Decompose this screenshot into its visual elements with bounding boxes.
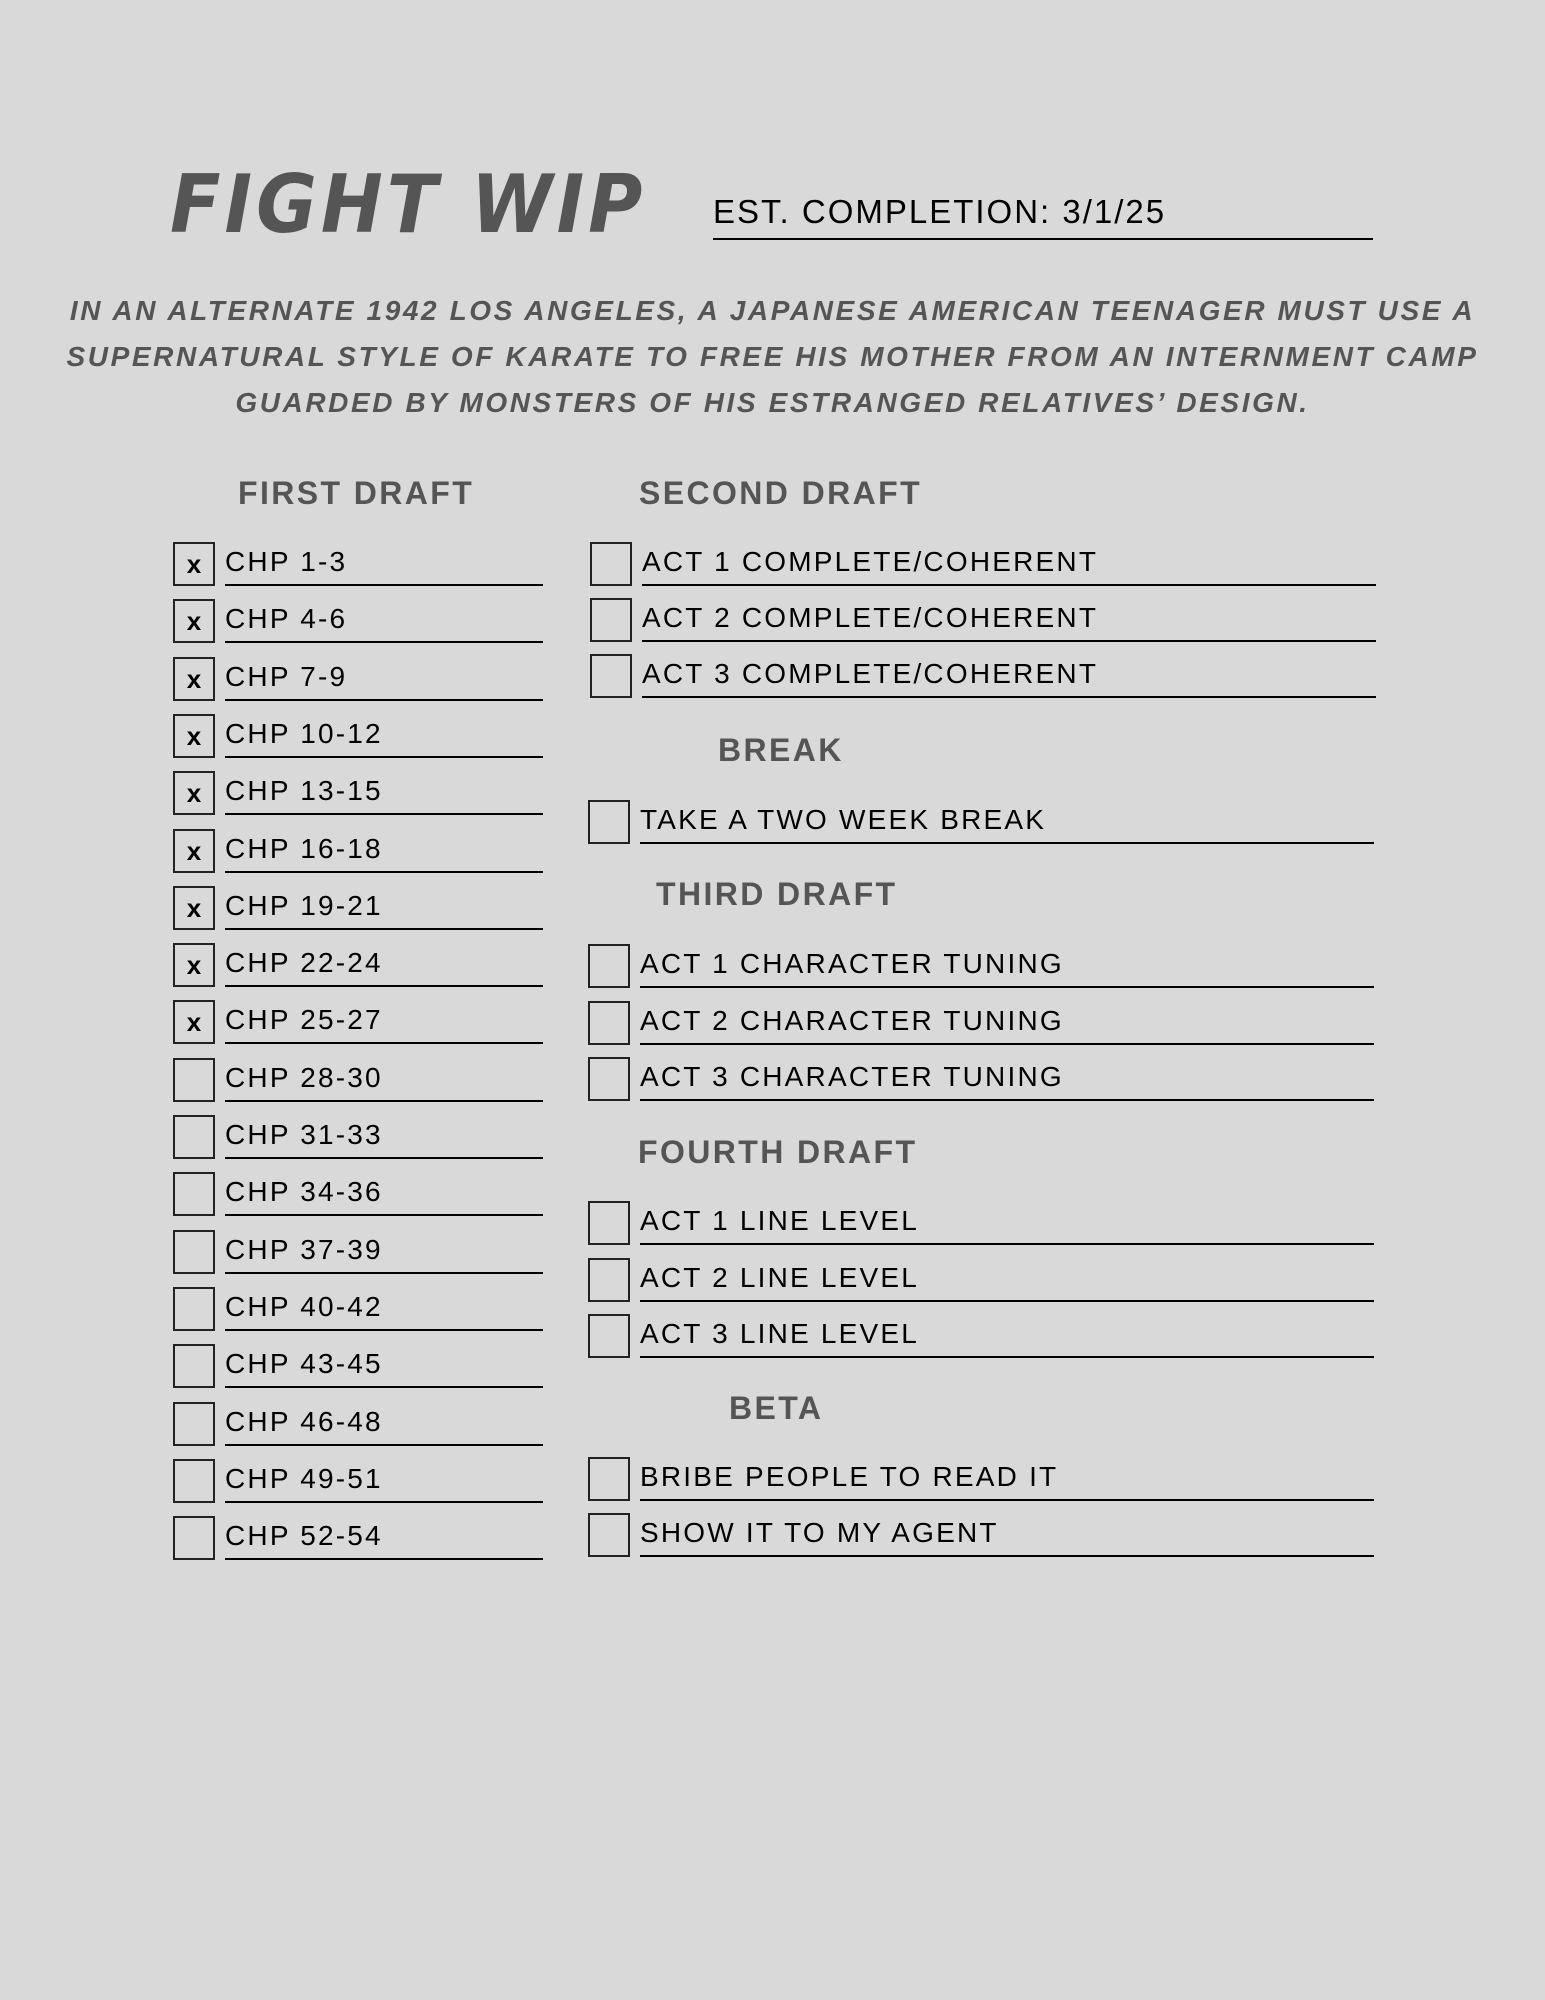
checkbox-act-1-character-tuning[interactable] bbox=[588, 944, 630, 988]
task-label-chp-28-30: CHP 28-30 bbox=[225, 1058, 543, 1102]
checkbox-show-it-to-my-agent[interactable] bbox=[588, 1513, 630, 1557]
task-label-chp-40-42: CHP 40-42 bbox=[225, 1287, 543, 1331]
task-label-chp-22-24: CHP 22-24 bbox=[225, 943, 543, 987]
checkbox-act-1-complete-coherent[interactable] bbox=[590, 542, 632, 586]
task-label-chp-37-39: CHP 37-39 bbox=[225, 1230, 543, 1274]
checkbox-act-2-character-tuning[interactable] bbox=[588, 1001, 630, 1045]
task-label-bribe-people-to-read-it: BRIBE PEOPLE TO READ IT bbox=[640, 1457, 1374, 1501]
checkbox-chp-19-21[interactable]: x bbox=[173, 886, 215, 930]
task-label-act-3-complete-coherent: ACT 3 COMPLETE/COHERENT bbox=[642, 654, 1376, 698]
checkbox-chp-16-18[interactable]: x bbox=[173, 829, 215, 873]
logline: IN AN ALTERNATE 1942 LOS ANGELES, A JAPANESE AMERICAN TEENAGER MUST USE A SUPERNATURAL STYLE OF KARATE TO FREE HIS MOTHER FROM AN INTERNMENT CAMP GUARDED BY MONSTERS OF HIS ESTRANGED RELATIVES’ DESIGN. bbox=[66, 295, 1479, 418]
task-label-chp-7-9: CHP 7-9 bbox=[225, 657, 543, 701]
task-label-act-2-line-level: ACT 2 LINE LEVEL bbox=[640, 1258, 1374, 1302]
checkbox-chp-43-45[interactable] bbox=[173, 1344, 215, 1388]
task-label-show-it-to-my-agent: SHOW IT TO MY AGENT bbox=[640, 1513, 1374, 1557]
checkbox-take-a-two-week-break[interactable] bbox=[588, 800, 630, 844]
task-label-act-2-character-tuning: ACT 2 CHARACTER TUNING bbox=[640, 1001, 1374, 1045]
checkbox-chp-25-27[interactable]: x bbox=[173, 1000, 215, 1044]
task-label-chp-43-45: CHP 43-45 bbox=[225, 1344, 543, 1388]
task-label-chp-1-3: CHP 1-3 bbox=[225, 542, 543, 586]
task-label-chp-31-33: CHP 31-33 bbox=[225, 1115, 543, 1159]
task-label-chp-19-21: CHP 19-21 bbox=[225, 886, 543, 930]
checkbox-act-3-complete-coherent[interactable] bbox=[590, 654, 632, 698]
task-label-act-1-complete-coherent: ACT 1 COMPLETE/COHERENT bbox=[642, 542, 1376, 586]
task-label-chp-34-36: CHP 34-36 bbox=[225, 1172, 543, 1216]
break-heading: BREAK bbox=[718, 732, 844, 768]
task-label-chp-25-27: CHP 25-27 bbox=[225, 1000, 543, 1044]
task-label-chp-13-15: CHP 13-15 bbox=[225, 771, 543, 815]
task-label-act-2-complete-coherent: ACT 2 COMPLETE/COHERENT bbox=[642, 598, 1376, 642]
fourth-draft-heading: FOURTH DRAFT bbox=[638, 1134, 918, 1170]
task-label-act-1-line-level: ACT 1 LINE LEVEL bbox=[640, 1201, 1374, 1245]
task-label-act-3-character-tuning: ACT 3 CHARACTER TUNING bbox=[640, 1057, 1374, 1101]
checkbox-chp-37-39[interactable] bbox=[173, 1230, 215, 1274]
checkbox-chp-34-36[interactable] bbox=[173, 1172, 215, 1216]
task-label-chp-52-54: CHP 52-54 bbox=[225, 1516, 543, 1560]
checkbox-chp-49-51[interactable] bbox=[173, 1459, 215, 1503]
checkbox-chp-40-42[interactable] bbox=[173, 1287, 215, 1331]
page-title: FIGHT WIP bbox=[170, 158, 647, 252]
checkbox-chp-10-12[interactable]: x bbox=[173, 714, 215, 758]
task-label-chp-4-6: CHP 4-6 bbox=[225, 599, 543, 643]
task-label-chp-49-51: CHP 49-51 bbox=[225, 1459, 543, 1503]
task-label-act-3-line-level: ACT 3 LINE LEVEL bbox=[640, 1314, 1374, 1358]
checkbox-act-1-line-level[interactable] bbox=[588, 1201, 630, 1245]
checkbox-act-2-complete-coherent[interactable] bbox=[590, 598, 632, 642]
task-label-chp-10-12: CHP 10-12 bbox=[225, 714, 543, 758]
checkbox-chp-13-15[interactable]: x bbox=[173, 771, 215, 815]
checkbox-chp-1-3[interactable]: x bbox=[173, 542, 215, 586]
checkbox-chp-46-48[interactable] bbox=[173, 1402, 215, 1446]
checkbox-chp-52-54[interactable] bbox=[173, 1516, 215, 1560]
checkbox-act-3-character-tuning[interactable] bbox=[588, 1057, 630, 1101]
task-label-chp-46-48: CHP 46-48 bbox=[225, 1402, 543, 1446]
checkbox-chp-28-30[interactable] bbox=[173, 1058, 215, 1102]
checkbox-chp-31-33[interactable] bbox=[173, 1115, 215, 1159]
checkbox-bribe-people-to-read-it[interactable] bbox=[588, 1457, 630, 1501]
second-draft-heading: SECOND DRAFT bbox=[639, 475, 923, 511]
est-completion: EST. COMPLETION: 3/1/25 bbox=[713, 192, 1373, 240]
checkbox-chp-4-6[interactable]: x bbox=[173, 599, 215, 643]
beta-heading: BETA bbox=[729, 1390, 824, 1426]
first-draft-heading: FIRST DRAFT bbox=[238, 475, 475, 511]
checkbox-act-3-line-level[interactable] bbox=[588, 1314, 630, 1358]
third-draft-heading: THIRD DRAFT bbox=[656, 876, 898, 912]
checkbox-act-2-line-level[interactable] bbox=[588, 1258, 630, 1302]
task-label-take-a-two-week-break: TAKE A TWO WEEK BREAK bbox=[640, 800, 1374, 844]
task-label-act-1-character-tuning: ACT 1 CHARACTER TUNING bbox=[640, 944, 1374, 988]
checkbox-chp-22-24[interactable]: x bbox=[173, 943, 215, 987]
checkbox-chp-7-9[interactable]: x bbox=[173, 657, 215, 701]
task-label-chp-16-18: CHP 16-18 bbox=[225, 829, 543, 873]
